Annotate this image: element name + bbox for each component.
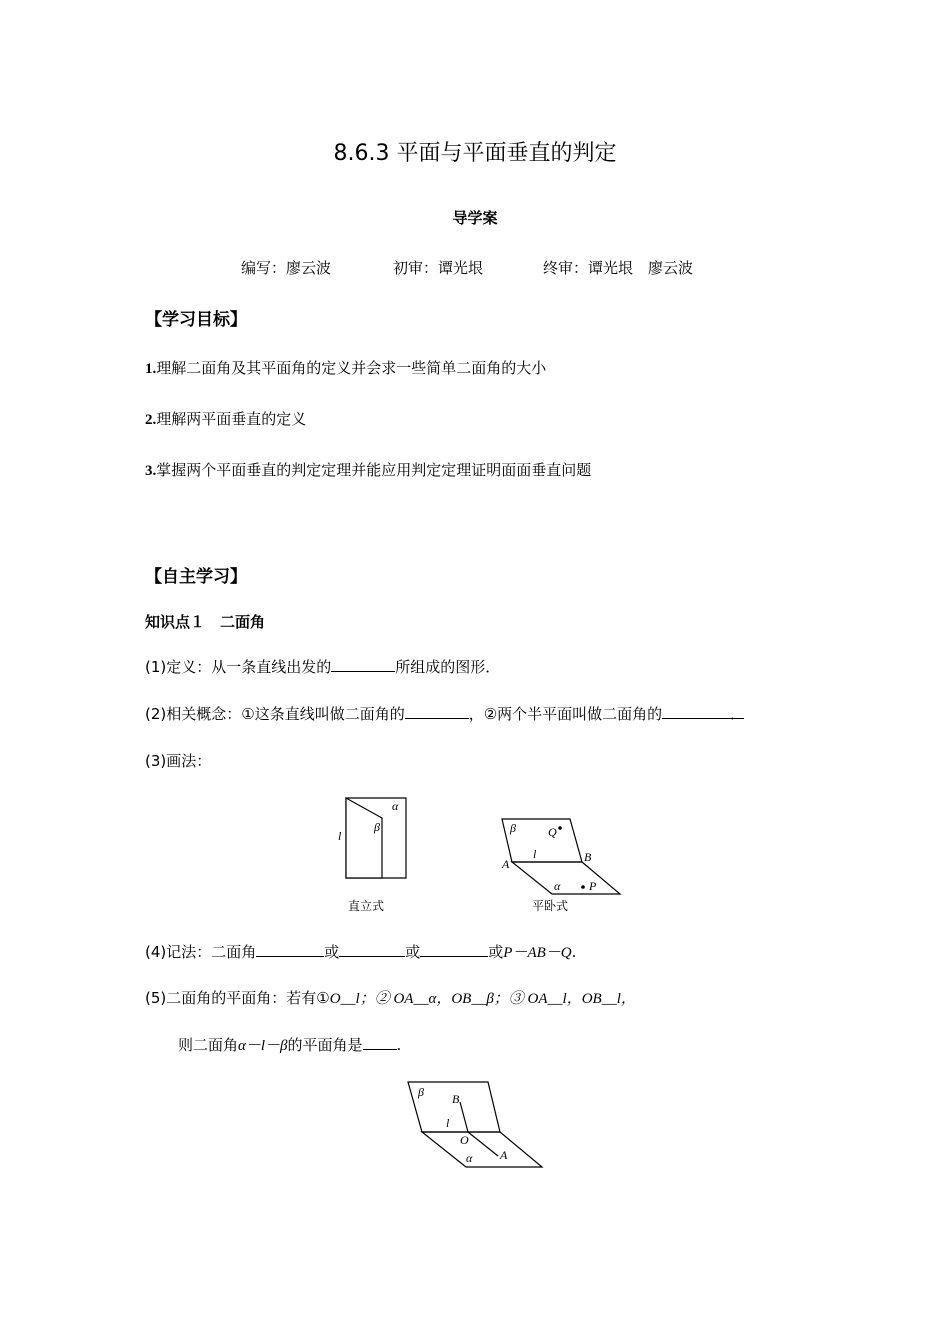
label-beta: β	[374, 820, 380, 834]
label-alpha: α	[392, 799, 399, 813]
point-q	[558, 826, 562, 830]
objective-text: 掌握两个平面垂直的判定定理并能应用判定定理证明面面垂直问题	[156, 461, 592, 479]
objective-text: 理解二面角及其平面角的定义并会求一些简单二面角的大小	[156, 359, 547, 377]
horizontal-dihedral-figure	[498, 812, 626, 917]
final-review-credit: 终审：谭光垠 廖云波	[543, 259, 694, 277]
plane-angle-line2-prefix: 则二面角	[178, 1036, 239, 1054]
plane-angle-expression: α－l－β	[238, 1038, 288, 1054]
label-alpha: α	[466, 1151, 473, 1165]
fill-blank[interactable]	[420, 941, 488, 957]
fill-blank[interactable]	[363, 1034, 397, 1050]
fill-blank[interactable]	[662, 703, 730, 719]
label-alpha: α	[554, 879, 561, 893]
concept-line	[145, 703, 744, 724]
self-study-heading: 【自主学习】	[145, 567, 247, 587]
concept-prefix: (2)相关概念：①这条直线叫做二面角的	[145, 705, 405, 723]
first-review-credit: 初审：谭光垠	[393, 259, 484, 277]
objective-item-2	[145, 408, 306, 429]
objective-item-1	[145, 357, 546, 378]
label-l: l	[533, 847, 537, 861]
fill-blank[interactable]	[331, 656, 395, 672]
objectives-heading: 【学习目标】	[145, 310, 247, 330]
notation-prefix: (4)记法：二面角	[145, 943, 257, 961]
fill-blank[interactable]	[405, 703, 469, 719]
figure-caption: 直立式	[348, 899, 385, 913]
fill-blank[interactable]	[339, 941, 405, 957]
label-a: A	[502, 857, 510, 871]
label-b: B	[452, 1092, 460, 1106]
objective-number: 2.	[145, 412, 157, 428]
label-p: P	[589, 879, 597, 893]
drawing-label: (3)画法：	[145, 752, 212, 770]
label-l: l	[338, 829, 342, 843]
plane-angle-line-2	[178, 1034, 401, 1055]
plane-angle-conditions: O__l；② OA__α，OB__β；③ OA__l，OB__l，	[329, 991, 636, 1007]
plane-alpha-shape	[512, 862, 620, 894]
label-l: l	[446, 1116, 450, 1130]
objective-text: 理解两平面垂直的定义	[156, 410, 307, 428]
page-subtitle: 导学案	[452, 209, 498, 227]
notation-end: .	[571, 943, 577, 961]
label-b: B	[584, 850, 592, 864]
concept-end-underlined: ．	[730, 705, 746, 723]
definition-suffix: 所组成的图形．	[395, 658, 501, 676]
definition-line	[145, 656, 500, 677]
label-q: Q	[548, 825, 557, 839]
plane-angle-end: .	[396, 1036, 402, 1054]
objective-number: 1.	[145, 361, 157, 377]
label-o: O	[460, 1133, 469, 1147]
or-text: 或	[405, 943, 421, 961]
plane-alpha-shape	[422, 1132, 542, 1167]
notation-line	[145, 941, 576, 962]
vertical-dihedral-figure	[330, 792, 420, 917]
notation-expression: P－AB－Q	[503, 945, 572, 961]
objective-number: 3.	[145, 463, 157, 479]
label-beta: β	[510, 821, 516, 835]
objective-item-3	[145, 459, 591, 480]
plane-beta-shape	[346, 798, 382, 878]
or-text: 或	[324, 943, 340, 961]
plane-angle-line	[145, 987, 636, 1008]
author-credit: 编写：廖云波	[241, 259, 332, 277]
ray-oa	[468, 1132, 498, 1156]
figure-caption: 平卧式	[532, 899, 569, 913]
knowledge-point-title: 知识点１ 二面角	[145, 613, 266, 631]
fill-blank[interactable]	[256, 941, 324, 957]
definition-prefix: (1)定义：从一条直线出发的	[145, 658, 332, 676]
label-a: A	[500, 1148, 508, 1162]
label-beta: β	[418, 1085, 424, 1099]
point-p	[581, 885, 585, 889]
plane-angle-figure	[400, 1074, 550, 1174]
page-title: 8.6.3 平面与平面垂直的判定	[333, 141, 617, 166]
ray-ob	[460, 1102, 468, 1132]
or-text: 或	[488, 943, 504, 961]
plane-angle-prefix: (5)二面角的平面角：若有①	[145, 989, 330, 1007]
concept-middle: ，②两个半平面叫做二面角的	[468, 705, 663, 723]
plane-angle-line2-suffix: 的平面角是	[287, 1036, 363, 1054]
